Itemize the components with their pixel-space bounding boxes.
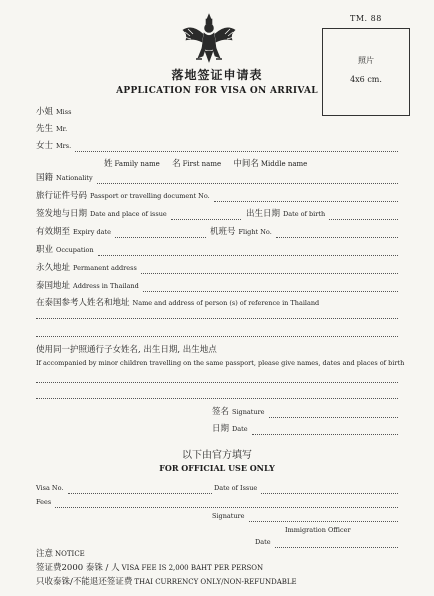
name-column-headers (104, 157, 317, 169)
permanent-label-cn: 永久地址 (36, 263, 71, 273)
flight-label-cn: 机班号 (210, 227, 236, 237)
passport-input-line[interactable] (214, 192, 398, 202)
title-chinese: 落地签证申请表 (171, 68, 263, 82)
occupation-label-en: Occupation (56, 246, 94, 254)
permanent-label-en: Permanent address (73, 264, 137, 272)
thailand-address-field[interactable] (36, 280, 398, 292)
garuda-emblem-icon (180, 10, 238, 66)
date-label-cn: 日期 (212, 424, 230, 434)
immigration-officer-label: Immigration Officer (285, 526, 351, 534)
permanent-input-line[interactable] (141, 264, 398, 274)
notice-heading (36, 547, 85, 559)
notice-currency (36, 575, 297, 587)
signature-input-line[interactable] (269, 408, 398, 418)
official-date-field[interactable] (255, 536, 398, 548)
nationality-field[interactable] (36, 172, 398, 184)
date-label-en: Date (232, 425, 248, 433)
reference-label-cn: 在泰国参考人姓名和地址 (36, 298, 130, 308)
date-input-line[interactable] (252, 425, 398, 435)
occupation-field[interactable] (36, 244, 398, 256)
salutation-label-cn: 女士 (36, 141, 54, 151)
reference-field[interactable] (36, 297, 398, 309)
nationality-label-en: Nationality (56, 174, 93, 182)
photo-size: 4x6 cm. (350, 75, 382, 84)
date-of-issue-field[interactable] (214, 482, 398, 494)
issue-label-en: Date and place of issue (90, 210, 167, 218)
children-label-cn: 使用同一护照通行子女姓名, 出生日期, 出生地点 (36, 345, 217, 355)
visa-no-field[interactable] (36, 482, 212, 494)
issue-field[interactable] (36, 208, 241, 220)
first-name-en: First name (182, 160, 222, 168)
signature-label-en: Signature (232, 408, 265, 416)
salutation-label-en: Mr. (56, 125, 68, 133)
passport-label-en: Passport or travelling document No. (90, 192, 210, 200)
birth-field[interactable] (246, 208, 398, 220)
form-number: TM. 88 (350, 14, 382, 23)
reference-input-line[interactable] (36, 336, 398, 337)
salutation-label-en: Mrs. (56, 142, 72, 150)
official-date-label: Date (255, 538, 271, 546)
official-date-input-line[interactable] (275, 538, 398, 548)
fees-input-line[interactable] (55, 498, 398, 508)
salutation-mr-row[interactable] (36, 123, 196, 135)
children-label-cn-row (36, 344, 398, 356)
salutation-mrs-row[interactable] (36, 140, 398, 152)
salutation-miss-row[interactable] (36, 106, 196, 118)
passport-field[interactable] (36, 190, 398, 202)
expiry-field[interactable] (36, 226, 206, 238)
nationality-label-cn: 国籍 (36, 173, 54, 183)
thailand-label-cn: 泰国地址 (36, 281, 71, 291)
notice-label-en: NOTICE (55, 550, 85, 558)
birth-label-cn: 出生日期 (246, 209, 281, 219)
expiry-label-en: Expiry date (73, 228, 112, 236)
children-input-line[interactable] (36, 398, 398, 399)
salutation-label-cn: 小姐 (36, 107, 54, 117)
children-label-en-row (36, 357, 405, 369)
date-of-issue-label: Date of Issue (214, 484, 258, 492)
official-title-en: FOR OFFICIAL USE ONLY (159, 463, 275, 473)
children-label-en: If accompanied by minor children travelling on the same passport, please give names, dates and places of birth (36, 359, 405, 367)
flight-label-en: Flight No. (238, 228, 272, 236)
occupation-input-line[interactable] (98, 246, 398, 256)
salutation-label-en: Miss (56, 108, 72, 116)
salutation-label-cn: 先生 (36, 124, 54, 134)
family-name-cn: 姓 (104, 159, 113, 169)
fees-field[interactable] (36, 496, 398, 508)
notice-label-cn: 注意 (36, 549, 54, 559)
expiry-label-cn: 有效期至 (36, 227, 71, 237)
title-english: APPLICATION FOR VISA ON ARRIVAL (116, 86, 318, 96)
thailand-label-en: Address in Thailand (73, 282, 139, 290)
signature-field[interactable] (212, 406, 398, 418)
birth-input-line[interactable] (329, 210, 398, 220)
notice-currency-cn: 只收泰铢/不能退还签证费 (36, 577, 133, 587)
name-input-line[interactable] (75, 142, 398, 152)
occupation-label-cn: 职业 (36, 245, 54, 255)
issue-label-cn: 签发地与日期 (36, 209, 88, 219)
flight-field[interactable] (210, 226, 398, 238)
official-title-cn: 以下由官方填写 (182, 450, 252, 461)
children-input-line[interactable] (36, 382, 398, 383)
middle-name-en: Middle name (260, 160, 308, 168)
notice-fee-en: VISA FEE IS 2,000 BAHT PER PERSON (121, 564, 264, 572)
visa-no-input-line[interactable] (68, 484, 213, 494)
date-field[interactable] (212, 423, 398, 435)
immigration-officer-label-row (285, 524, 398, 536)
notice-fee-cn: 签证费2000 泰铢 / 人 (36, 563, 120, 573)
birth-label-en: Date of birth (283, 210, 326, 218)
flight-input-line[interactable] (276, 228, 398, 238)
expiry-input-line[interactable] (115, 228, 206, 238)
first-name-cn: 名 (172, 159, 181, 169)
photo-label: 照片 (358, 56, 374, 65)
reference-input-line[interactable] (36, 318, 398, 319)
visa-no-label: Visa No. (36, 484, 64, 492)
notice-fee (36, 561, 263, 573)
thailand-input-line[interactable] (143, 282, 398, 292)
official-signature-label: Signature (212, 512, 245, 520)
date-of-issue-input-line[interactable] (261, 484, 398, 494)
issue-input-line[interactable] (171, 210, 241, 220)
signature-label-cn: 签名 (212, 407, 230, 417)
middle-name-cn: 中间名 (233, 159, 259, 169)
official-signature-field[interactable] (212, 510, 398, 522)
nationality-input-line[interactable] (97, 174, 398, 184)
reference-label-en: Name and address of person (s) of reference in Thailand (132, 299, 320, 307)
family-name-en: Family name (114, 160, 160, 168)
permanent-address-field[interactable] (36, 262, 398, 274)
fees-label: Fees (36, 498, 52, 506)
notice-currency-en: THAI CURRENCY ONLY/NON-REFUNDABLE (134, 578, 297, 586)
official-signature-input-line[interactable] (249, 512, 398, 522)
passport-label-cn: 旅行证件号码 (36, 191, 88, 201)
